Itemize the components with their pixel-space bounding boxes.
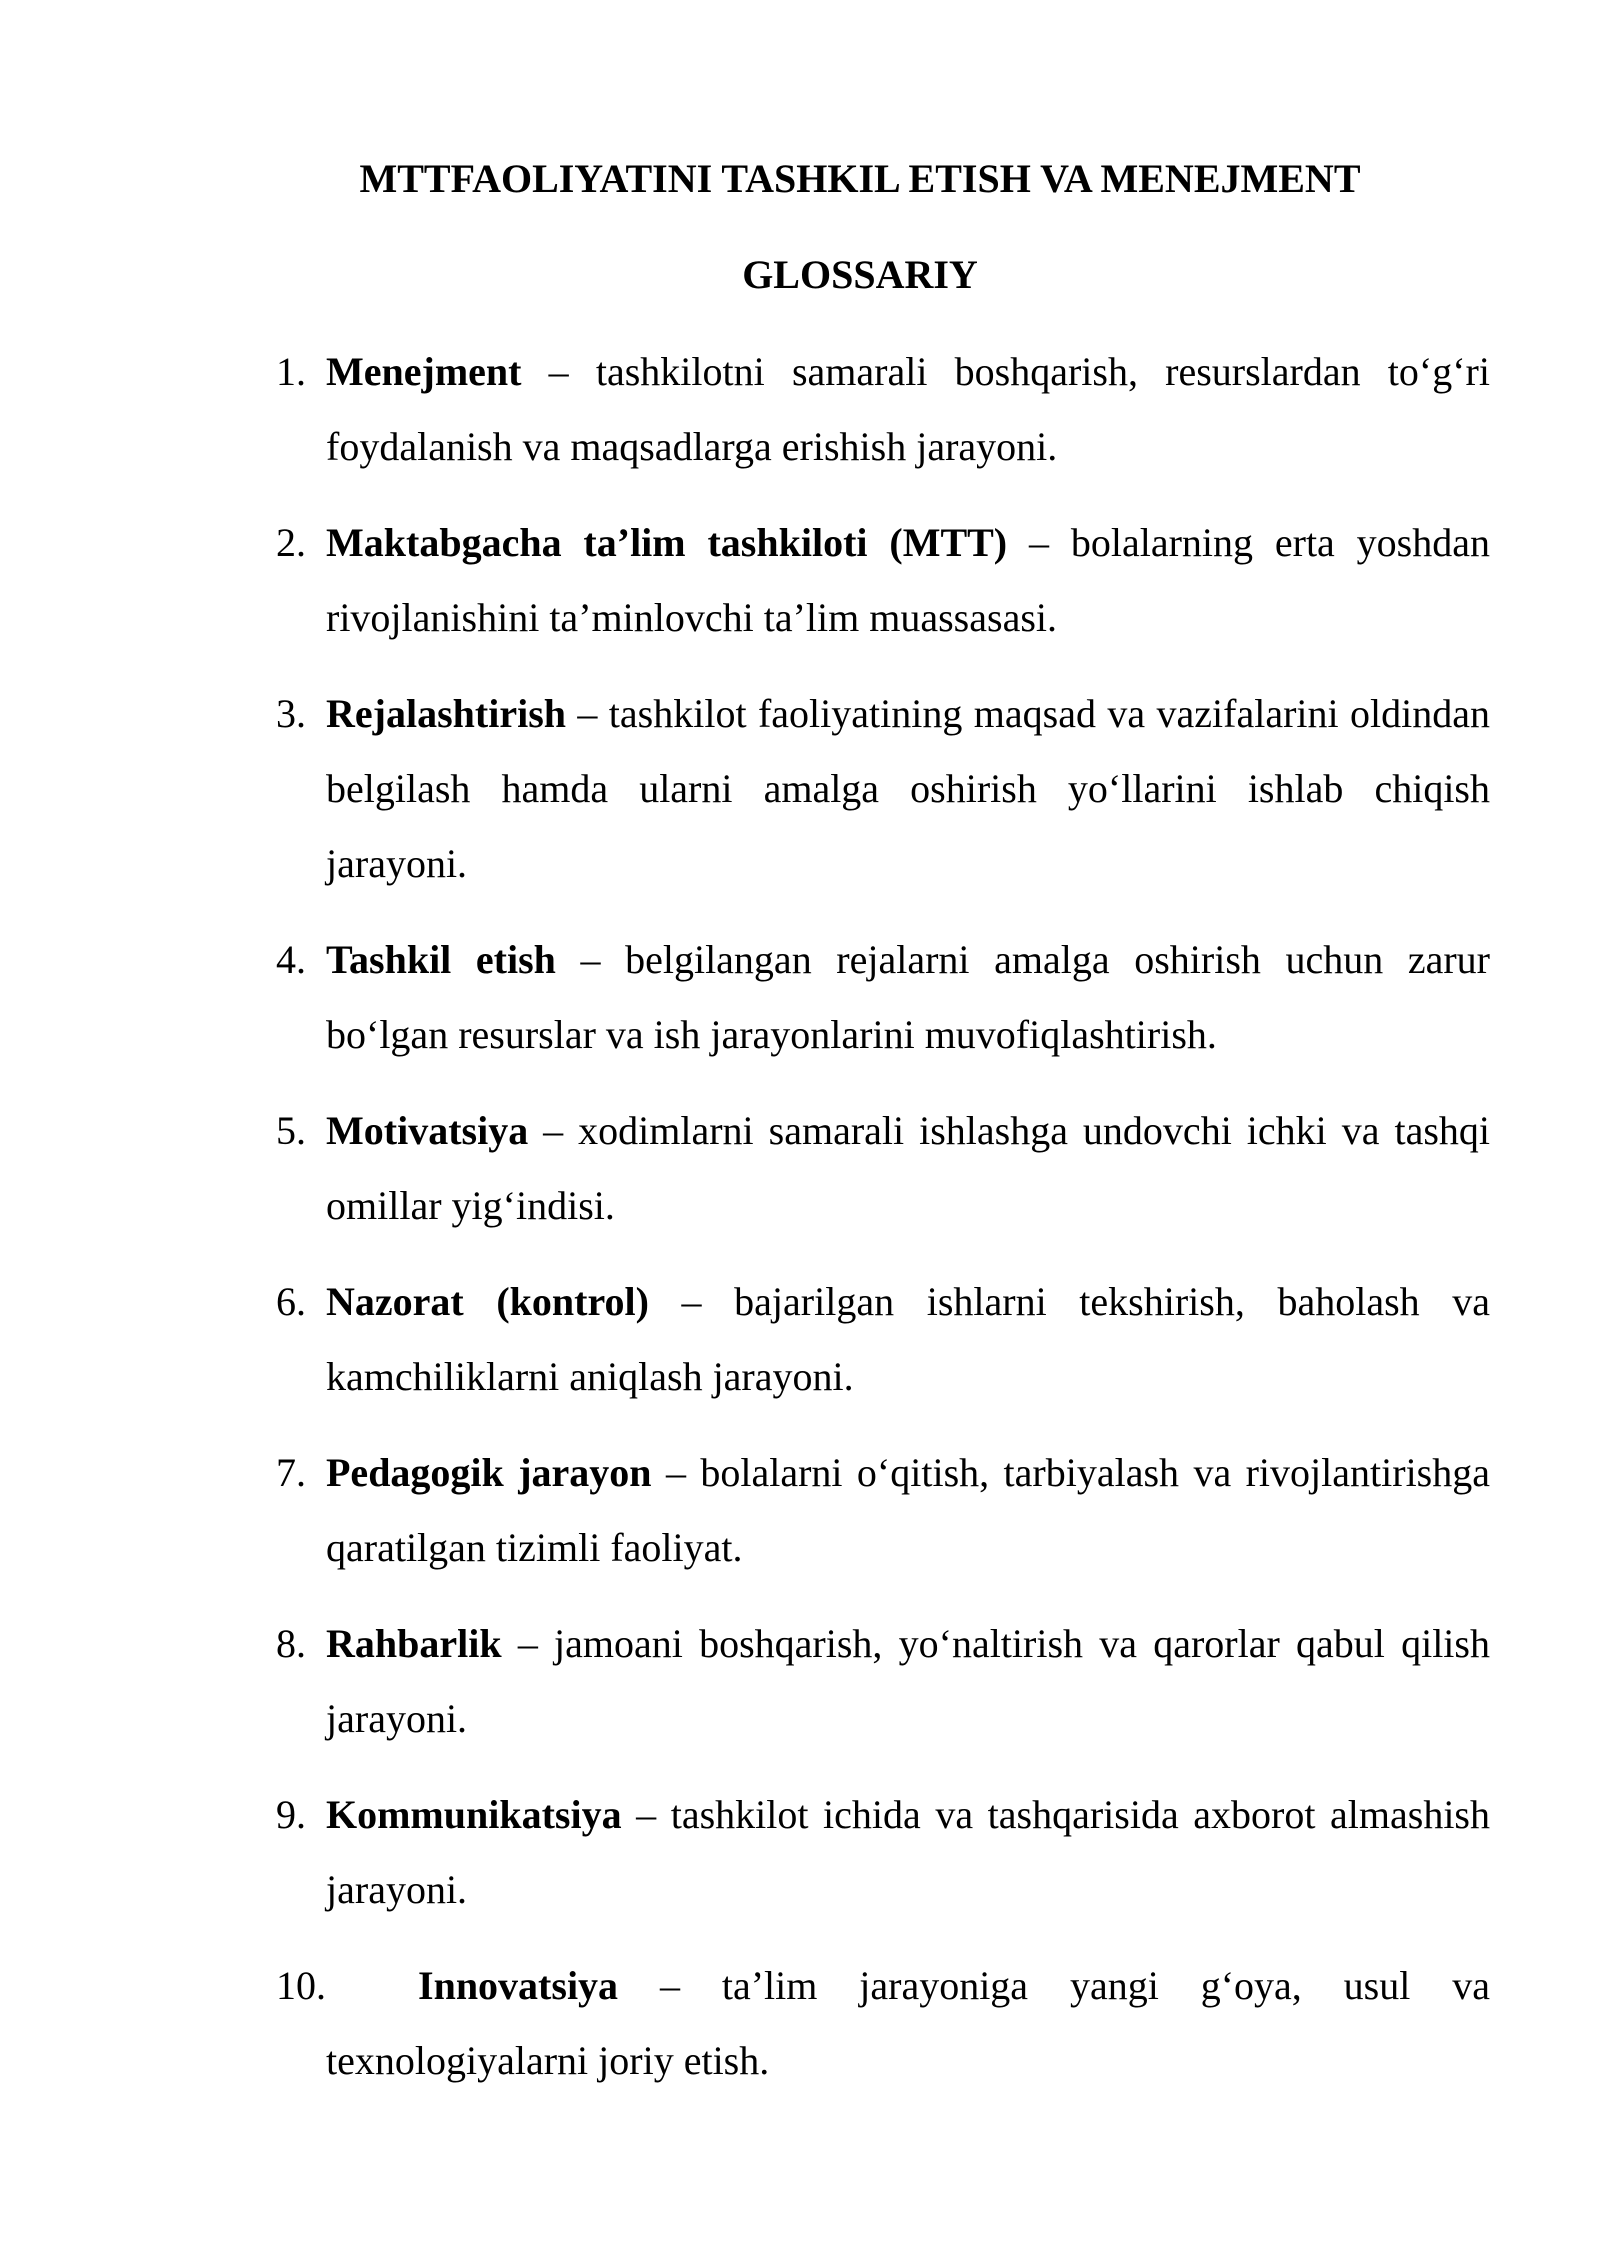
- entry-term: Innovatsiya: [418, 1963, 619, 2008]
- entry-body: [326, 1264, 1490, 1414]
- entry-body: [326, 1093, 1490, 1243]
- glossary-entry: [276, 334, 1490, 484]
- glossary-entry: [276, 1948, 1490, 2098]
- entry-term: Nazorat (kontrol): [326, 1279, 649, 1324]
- entry-definition: – bolalarni o‘qitish, tarbiyalash va rivojlantirishga qaratilgan tizimli faoliyat.: [326, 1450, 1490, 1570]
- document-title: MTTFAOLIYATINI TASHKIL ETISH VA MENEJMENT: [359, 156, 1361, 201]
- glossary-entry: [276, 505, 1490, 655]
- entry-definition: – tashkilotni samarali boshqarish, resurslardan to‘g‘ri foydalanish va maqsadlarga erishish jarayoni.: [326, 349, 1490, 469]
- entry-term: Motivatsiya: [326, 1108, 529, 1153]
- entry-term: Kommunikatsiya: [326, 1792, 622, 1837]
- entry-definition: – xodimlarni samarali ishlashga undovchi ichki va tashqi omillar yig‘indisi.: [326, 1108, 1490, 1228]
- entry-definition: – jamoani boshqarish, yo‘naltirish va qarorlar qabul qilish jarayoni.: [326, 1621, 1490, 1741]
- entry-number: 8.: [276, 1621, 306, 1666]
- entry-definition: – belgilangan rejalarni amalga oshirish uchun zarur bo‘lgan resurslar va ish jarayonlarini muvofiqlashtirish.: [326, 937, 1490, 1057]
- entry-number: 7.: [276, 1450, 306, 1495]
- entry-definition: – bajarilgan ishlarni tekshirish, baholash va kamchiliklarni aniqlash jarayoni.: [326, 1279, 1491, 1399]
- entry-definition: – bolalarning erta yoshdan rivojlanishini ta’minlovchi ta’lim muassasasi.: [326, 520, 1490, 640]
- entry-term: Menejment: [326, 349, 522, 394]
- entry-definition: – ta’lim jarayoniga yangi g‘oya, usul va texnologiyalarni joriy etish.: [326, 1963, 1490, 2083]
- entry-definition: – tashkilot faoliyatining maqsad va vazifalarini oldindan belgilash hamda ularni amalga oshirish yo‘llarini ishlab chiqish jarayoni.: [326, 691, 1490, 886]
- entry-body: [326, 676, 1490, 901]
- glossary-entry: [276, 1093, 1490, 1243]
- entry-term: Rahbarlik: [326, 1621, 502, 1666]
- glossary-entry: [276, 1264, 1490, 1414]
- entry-number: 9.: [276, 1792, 306, 1837]
- entry-term: Tashkil etish: [326, 937, 556, 982]
- entry-definition: – tashkilot ichida va tashqarisida axborot almashish jarayoni.: [326, 1792, 1490, 1912]
- entry-body: [326, 1435, 1490, 1585]
- entry-number: 1.: [276, 349, 306, 394]
- glossary-entry: [276, 1777, 1490, 1927]
- entry-term: Maktabgacha ta’lim tashkiloti (MTT): [326, 520, 1008, 565]
- entry-term: Rejalashtirish: [326, 691, 566, 736]
- glossary-entry: [276, 676, 1490, 901]
- entry-number: 6.: [276, 1279, 306, 1324]
- entry-body: [326, 505, 1490, 655]
- entry-body: [326, 1948, 1490, 2098]
- entry-body: [326, 1606, 1490, 1756]
- entry-body: [326, 334, 1490, 484]
- glossary-entry: [276, 1606, 1490, 1756]
- entry-term: Pedagogik jarayon: [326, 1450, 652, 1495]
- document-subtitle: GLOSSARIY: [742, 252, 978, 297]
- entry-number: 4.: [276, 937, 306, 982]
- entry-number: 2.: [276, 520, 306, 565]
- glossary-entry: [276, 922, 1490, 1072]
- entry-number: 3.: [276, 691, 306, 736]
- entry-body: [326, 1777, 1490, 1927]
- entry-number: 10.: [276, 1963, 326, 2008]
- glossary-entry: [276, 1435, 1490, 1585]
- entry-body: [326, 922, 1490, 1072]
- entry-number: 5.: [276, 1108, 306, 1153]
